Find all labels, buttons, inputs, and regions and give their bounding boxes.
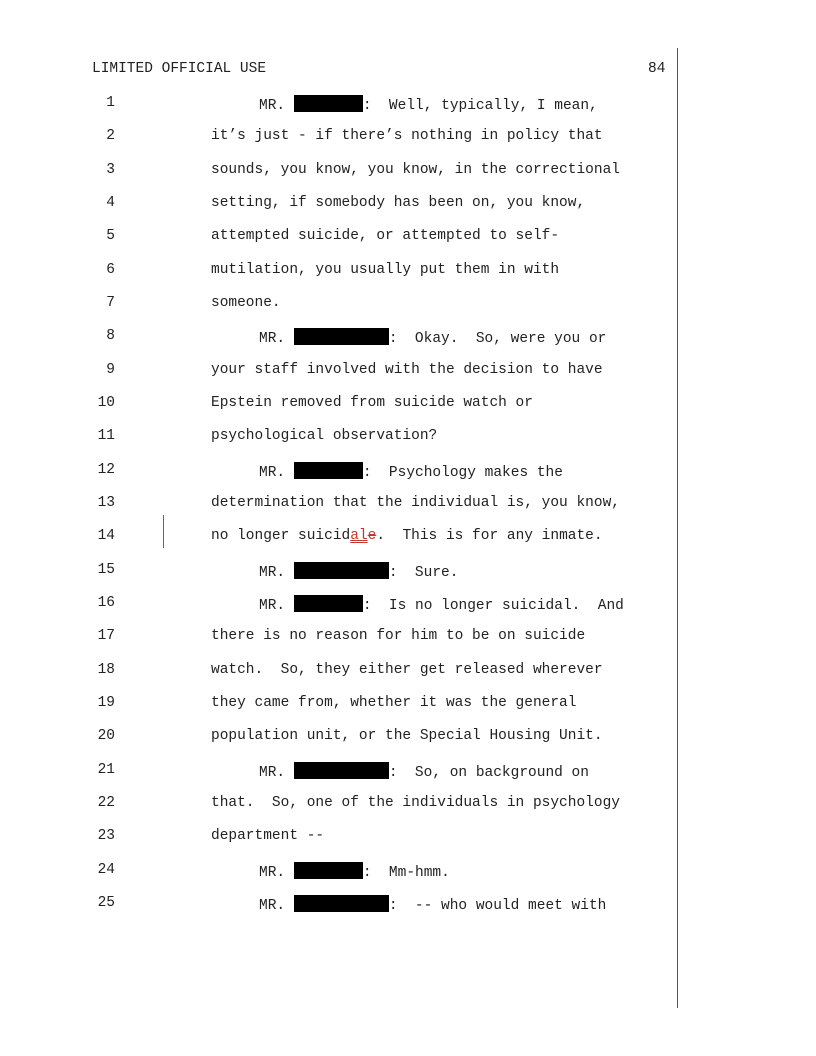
transcript-line-7 [0,295,677,315]
line-text: determination that the individual is, you know, [211,495,620,511]
line-number: 4 [106,195,115,211]
speaker-line [259,328,606,347]
transcript-line-8 [0,328,677,348]
transcript-line-25 [0,895,677,915]
redaction-box [294,462,363,479]
transcript-line-5 [0,228,677,248]
line-number: 2 [106,128,115,144]
line-number: 6 [106,262,115,278]
transcript-line-16 [0,595,677,615]
speaker-prefix: MR. [259,865,286,881]
transcript-line-14 [0,528,677,548]
line-text: mutilation, you usually put them in with [211,262,560,278]
line-number: 14 [97,528,115,544]
line-text: : Is no longer suicidal. And [362,598,624,614]
speaker-prefix: MR. [259,898,286,914]
transcript-line-3 [0,162,677,182]
redaction-box [294,595,363,612]
line-text: attempted suicide, or attempted to self- [211,228,560,244]
line-text: there is no reason for him to be on suicide [211,628,586,644]
transcript-line-2 [0,128,677,148]
line-text: : Mm-hmm. [362,865,450,881]
right-margin-rule [677,48,678,1008]
line-number: 16 [97,595,115,611]
page-number: 84 [648,61,666,77]
speaker-line [259,895,606,914]
line-text: population unit, or the Special Housing Unit. [211,728,603,744]
line-number: 7 [106,295,115,311]
transcript-line-6 [0,262,677,282]
line-number: 9 [106,362,115,378]
line-text: someone. [211,295,281,311]
line-number: 1 [106,95,115,111]
line-number: 22 [97,795,115,811]
transcript-line-23 [0,828,677,848]
line-number: 12 [97,462,115,478]
transcript-line-11 [0,428,677,448]
speaker-prefix: MR. [259,565,286,581]
speaker-line [259,462,563,481]
line-number: 17 [97,628,115,644]
line-number: 19 [97,695,115,711]
line-number: 5 [106,228,115,244]
speaker-prefix: MR. [259,765,286,781]
line-text: : Psychology makes the [362,465,563,481]
line-number: 8 [106,328,115,344]
transcript-line-24 [0,862,677,882]
line-number: 24 [97,862,115,878]
line-text: watch. So, they either get released wherever [211,662,603,678]
line-text: setting, if somebody has been on, you know, [211,195,586,211]
line-number: 10 [97,395,115,411]
redaction-box [294,328,389,345]
line-text: your staff involved with the decision to have [211,362,603,378]
line-number: 25 [97,895,115,911]
line-text: sounds, you know, you know, in the correctional [211,162,620,178]
line-text: Epstein removed from suicide watch or [211,395,533,411]
speaker-prefix: MR. [259,331,286,347]
speaker-prefix: MR. [259,598,286,614]
line-text: : -- who would meet with [388,898,607,914]
redaction-box [294,762,389,779]
line-text-part: . This is for any inmate. [376,528,603,544]
line-text: department -- [211,828,325,844]
line-text-part: no longer suicid [211,528,351,544]
tracked-insertion: al [350,528,368,544]
redaction-box [294,895,389,912]
line-text: : Okay. So, were you or [388,331,607,347]
redaction-box [294,862,363,879]
tracked-deletion: e [367,528,377,544]
line-text: it’s just - if there’s nothing in policy that [211,128,603,144]
transcript-line-15 [0,562,677,582]
transcript-line-13 [0,495,677,515]
line-text: : Well, typically, I mean, [362,98,598,114]
transcript-line-9 [0,362,677,382]
transcript-line-12 [0,462,677,482]
line-number: 23 [97,828,115,844]
redaction-box [294,562,389,579]
line-text: psychological observation? [211,428,438,444]
transcript-line-1 [0,95,677,115]
line-text: they came from, whether it was the general [211,695,577,711]
line-number: 11 [97,428,115,444]
speaker-line [259,862,450,881]
line-text: that. So, one of the individuals in psychology [211,795,620,811]
redaction-box [294,95,363,112]
line-number: 18 [97,662,115,678]
transcript-line-20 [0,728,677,748]
line-text [211,528,603,544]
line-number: 21 [97,762,115,778]
speaker-prefix: MR. [259,465,286,481]
transcript-line-10 [0,395,677,415]
speaker-line [259,595,624,614]
transcript-line-22 [0,795,677,815]
transcript-line-18 [0,662,677,682]
speaker-line [259,95,598,114]
line-text: : Sure. [388,565,459,581]
transcript-line-21 [0,762,677,782]
line-number: 15 [97,562,115,578]
classification-header: LIMITED OFFICIAL USE [92,61,267,77]
speaker-line [259,562,458,581]
line-number: 20 [97,728,115,744]
transcript-line-19 [0,695,677,715]
transcript-line-4 [0,195,677,215]
speaker-prefix: MR. [259,98,286,114]
line-text: : So, on background on [388,765,589,781]
speaker-line [259,762,589,781]
transcript-line-17 [0,628,677,648]
line-number: 13 [97,495,115,511]
line-number: 3 [106,162,115,178]
